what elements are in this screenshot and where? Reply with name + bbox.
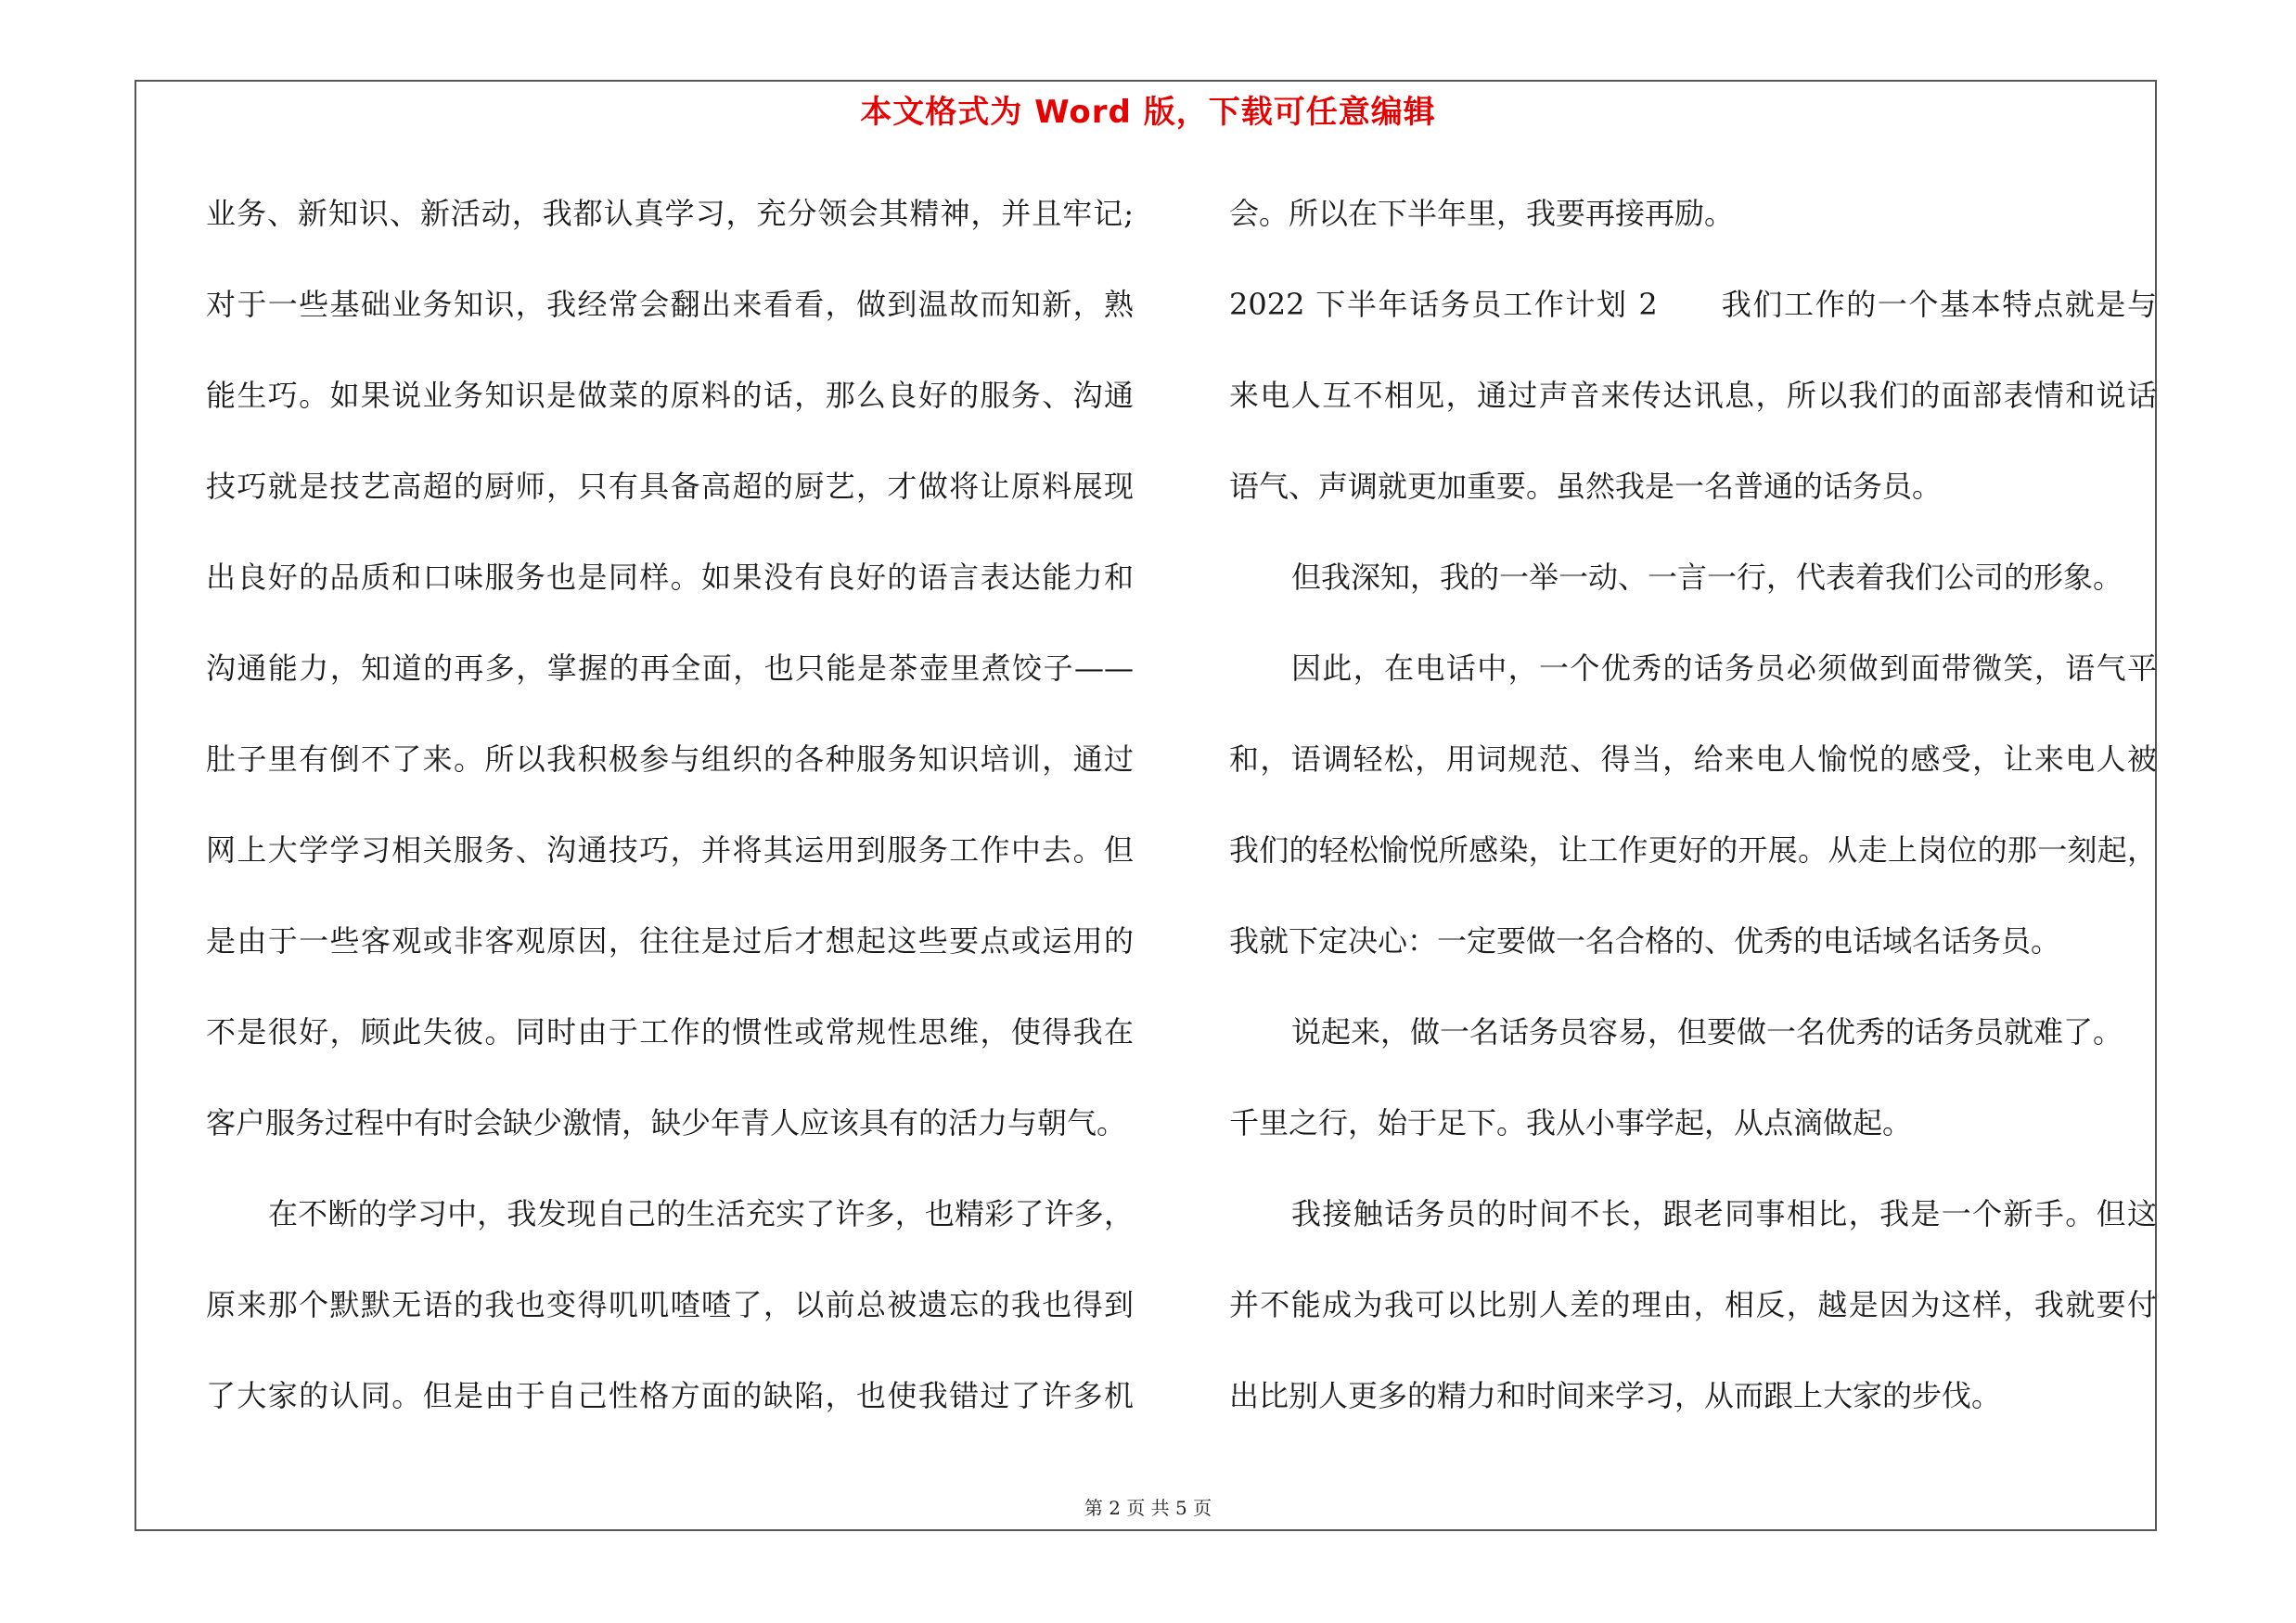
text-line: 2022 下半年话务员工作计划 2 我们工作的一个基本特点就是与 <box>1229 287 2157 322</box>
text-line: 因此，在电话中，一个优秀的话务员必须做到面带微笑，语气平 <box>1291 650 2157 686</box>
text-line: 了大家的认同。但是由于自己性格方面的缺陷，也使我错过了许多机 <box>206 1378 1134 1413</box>
document-header-title: 本文格式为 Word 版，下载可任意编辑 <box>860 94 1436 131</box>
text-line: 我们的轻松愉悦所感染，让工作更好的开展。从走上岗位的那一刻起， <box>1229 832 2157 868</box>
text-line: 我就下定决心：一定要做一名合格的、优秀的电话域名话务员。 <box>1229 923 2061 959</box>
text-line: 和，语调轻松，用词规范、得当，给来电人愉悦的感受，让来电人被 <box>1229 741 2157 777</box>
text-line: 客户服务过程中有时会缺少激情，缺少年青人应该具有的活力与朝气。 <box>206 1105 1127 1140</box>
text-line: 业务、新知识、新活动，我都认真学习，充分领会其精神，并且牢记; <box>206 196 1134 231</box>
text-line: 不是很好，顾此失彼。同时由于工作的惯性或常规性思维，使得我在 <box>206 1014 1134 1050</box>
left-text-column <box>206 184 1134 1457</box>
text-line: 来电人互不相见，通过声音来传达讯息，所以我们的面部表情和说话 <box>1229 378 2157 413</box>
text-line: 会。所以在下半年里，我要再接再励。 <box>1229 196 1735 231</box>
text-line: 肚子里有倒不了来。所以我积极参与组织的各种服务知识培训，通过 <box>206 741 1134 777</box>
text-line: 我接触话务员的时间不长，跟老同事相比，我是一个新手。但这 <box>1291 1196 2157 1231</box>
text-line: 网上大学学习相关服务、沟通技巧，并将其运用到服务工作中去。但 <box>206 832 1134 868</box>
page-number-indicator: 第 2 页 共 5 页 <box>1084 1497 1212 1519</box>
text-line: 原来那个默默无语的我也变得叽叽喳喳了，以前总被遗忘的我也得到 <box>206 1287 1134 1322</box>
text-line: 并不能成为我可以比别人差的理由，相反，越是因为这样，我就要付 <box>1229 1287 2157 1322</box>
text-line: 技巧就是技艺高超的厨师，只有具备高超的厨艺，才做将让原料展现 <box>206 469 1134 504</box>
text-line: 出比别人更多的精力和时间来学习，从而跟上大家的步伐。 <box>1229 1378 2002 1413</box>
text-line: 沟通能力，知道的再多，掌握的再全面，也只能是茶壶里煮饺子—— <box>206 650 1134 686</box>
text-line: 是由于一些客观或非客观原因，往往是过后才想起这些要点或运用的 <box>206 923 1134 959</box>
text-line: 语气、声调就更加重要。虽然我是一名普通的话务员。 <box>1229 469 1943 504</box>
text-line: 但我深知，我的一举一动、一言一行，代表着我们公司的形象。 <box>1291 560 2123 595</box>
text-line: 出良好的品质和口味服务也是同样。如果没有良好的语言表达能力和 <box>206 560 1134 595</box>
text-line: 说起来，做一名话务员容易，但要做一名优秀的话务员就难了。 <box>1291 1014 2123 1050</box>
text-line: 能生巧。如果说业务知识是做菜的原料的话，那么良好的服务、沟通 <box>206 378 1134 413</box>
text-line: 在不断的学习中，我发现自己的生活充实了许多，也精彩了许多， <box>268 1196 1134 1231</box>
text-line: 千里之行，始于足下。我从小事学起，从点滴做起。 <box>1229 1105 1913 1140</box>
text-line: 对于一些基础业务知识，我经常会翻出来看看，做到温故而知新，熟 <box>206 287 1134 322</box>
right-text-column <box>1229 184 2157 1457</box>
